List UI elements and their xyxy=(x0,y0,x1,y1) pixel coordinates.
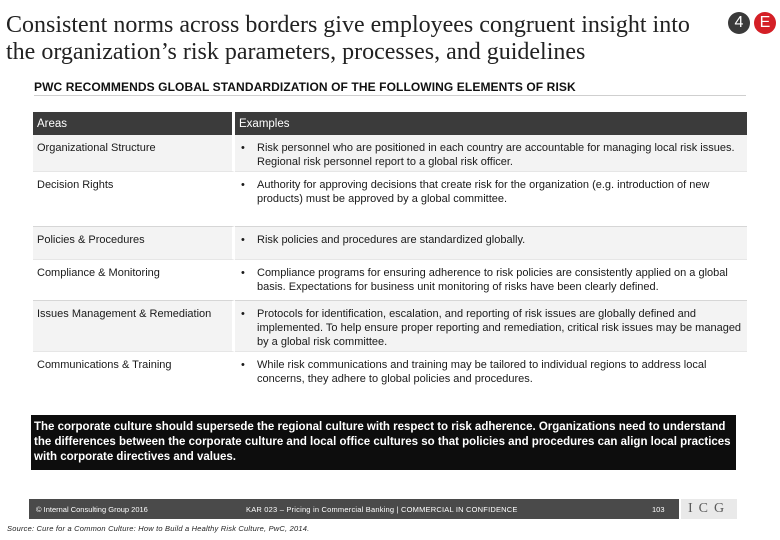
table-row xyxy=(33,300,747,351)
area-cell: Organizational Structure xyxy=(33,135,235,171)
bullet-glyph: • xyxy=(241,234,245,246)
icg-logo: ICG xyxy=(681,499,737,519)
section-subtitle: PWC RECOMMENDS GLOBAL STANDARDIZATION OF THE FOLLOWING ELEMENTS OF RISK xyxy=(34,80,576,94)
page-number: 103 xyxy=(652,505,665,514)
subtitle-divider xyxy=(34,95,746,96)
area-cell: Issues Management & Remediation xyxy=(33,300,235,351)
example-text: Compliance programs for ensuring adherence to risk policies are consistently applied on a global basis. Expectations for business unit monitoring of risks have been clearly defined. xyxy=(257,267,728,293)
bullet-glyph: • xyxy=(241,359,245,371)
table-row xyxy=(33,171,747,226)
table-row xyxy=(33,351,747,390)
bullet-glyph: • xyxy=(241,179,245,191)
example-cell xyxy=(235,300,747,351)
slide-title xyxy=(6,12,706,66)
slide-title-line-2: the organization’s risk parameters, processes, and guidelines xyxy=(6,39,586,65)
area-cell: Communications & Training xyxy=(33,351,235,390)
area-cell: Policies & Procedures xyxy=(33,226,235,259)
section-number-badge: 4 xyxy=(728,12,750,34)
example-cell xyxy=(235,226,747,259)
example-cell xyxy=(235,171,747,226)
example-cell xyxy=(235,259,747,300)
example-text: Protocols for identification, escalation, and reporting of risk issues are globally defined and implemented. To help ensure proper reporting and remediation, critical risk issues may be managed by a global risk committee. xyxy=(257,308,742,348)
table-header-row xyxy=(33,112,747,135)
slide-title-line-1: Consistent norms across borders give employees congruent insight into xyxy=(6,12,690,38)
table-row xyxy=(33,226,747,259)
footer-copyright: © Internal Consulting Group 2016 xyxy=(36,505,148,514)
column-header-examples: Examples xyxy=(235,112,747,135)
example-text: Authority for approving decisions that create risk for the organization (e.g. introduction of new products) must be approved by a global committee. xyxy=(257,179,710,205)
source-note: Source: Cure for a Common Culture: How to Build a Healthy Risk Culture, PwC, 2014. xyxy=(7,524,310,533)
area-cell: Compliance & Monitoring xyxy=(33,259,235,300)
table-row xyxy=(33,135,747,171)
example-text: While risk communications and training may be tailored to individual regions to address local concerns, they adhere to global policies and procedures. xyxy=(257,359,707,385)
example-text: Risk policies and procedures are standardized globally. xyxy=(257,234,526,246)
footer-document-title: KAR 023 – Pricing in Commercial Banking | COMMERCIAL IN CONFIDENCE xyxy=(246,505,518,514)
column-header-areas: Areas xyxy=(33,112,235,135)
area-cell: Decision Rights xyxy=(33,171,235,226)
example-text: Risk personnel who are positioned in each country are accountable for managing local risk issues. Regional risk personnel report to a global risk officer. xyxy=(257,142,735,168)
risk-elements-table xyxy=(33,112,747,390)
bullet-glyph: • xyxy=(241,308,245,320)
key-takeaway-callout: The corporate culture should supersede the regional culture with respect to risk adherence. Organizations need to understand the differences between the corporate culture and local office cultures so that policies and procedures can align local practices with corporate directives and values. xyxy=(31,415,736,470)
example-cell xyxy=(235,135,747,171)
table-row xyxy=(33,259,747,300)
bullet-glyph: • xyxy=(241,267,245,279)
section-letter-badge: E xyxy=(754,12,776,34)
bullet-glyph: • xyxy=(241,142,245,154)
example-cell xyxy=(235,351,747,390)
